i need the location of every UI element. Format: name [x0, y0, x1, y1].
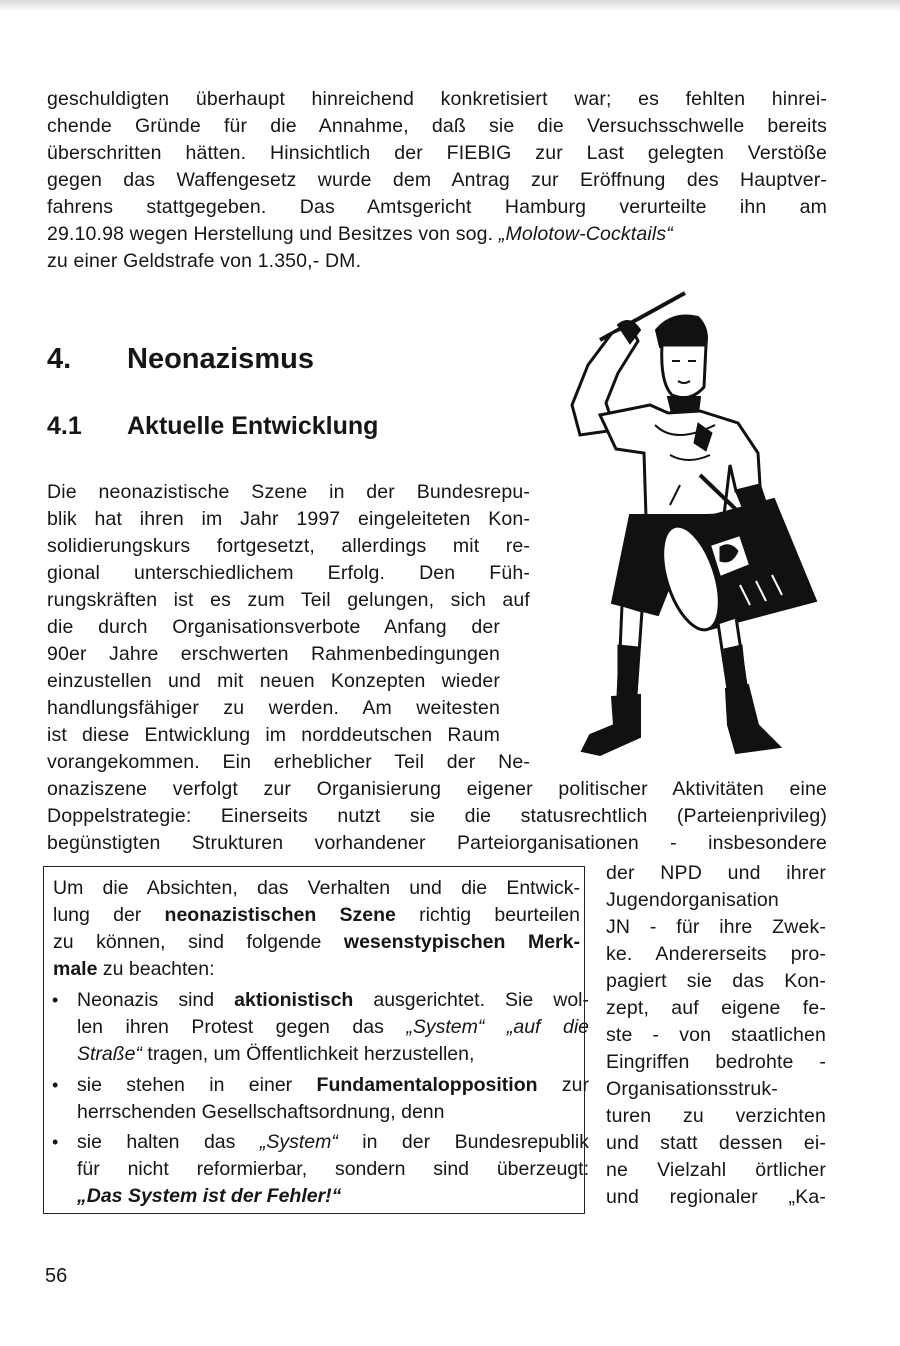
bullet-item — [52, 1072, 590, 1132]
drummer-figure-icon — [560, 285, 830, 775]
text-fragment: in der Bundesrepublik — [337, 1131, 589, 1153]
text-line: überschritten hätten. Hinsichtlich der FIEBIG zur Last gelegten Verstöße — [47, 142, 827, 164]
box-line — [53, 956, 580, 983]
text-fragment: richtig beurteilen — [395, 904, 581, 926]
bullet-item — [52, 1129, 589, 1214]
bullet-line — [77, 1072, 589, 1099]
bullet-icon: • — [52, 990, 59, 1010]
text-line: vorangekommen. Ein erheblicher Teil der Ne- — [47, 751, 530, 773]
text-line: Jugendorganisation — [606, 889, 779, 911]
text-line: handlungsfähiger zu werden. Am weitesten — [47, 697, 500, 719]
italic-term: „auf die — [506, 1016, 590, 1038]
bold-term: neonazistischen Szene — [164, 904, 396, 926]
text-line: ne Vielzahl örtlicher — [606, 1159, 826, 1181]
text-line: pagiert sie das Kon- — [606, 970, 826, 992]
text-fragment: zu beachten: — [97, 958, 215, 980]
text-line: ist diese Entwicklung im norddeutschen Raum — [47, 724, 500, 746]
bold-term: Fundamentalopposition — [316, 1074, 538, 1096]
box-line — [53, 902, 580, 929]
section-heading — [47, 343, 314, 376]
text-fragment: sie halten das — [77, 1131, 260, 1153]
text-line: gegen das Waffengesetz wurde dem Antrag zur Eröffnung des Hauptver- — [47, 169, 827, 191]
text-line: 90er Jahre erschwerten Rahmenbedingungen — [47, 643, 500, 665]
bullet-line: „Das System ist der Fehler!“ — [77, 1185, 342, 1207]
box-line — [53, 929, 580, 956]
drummer-figure-svg — [560, 285, 830, 775]
text-line: turen zu verzichten — [606, 1105, 826, 1127]
text-line: Eingriffen bedrohte - — [606, 1051, 826, 1073]
text-line: und statt dessen ei- — [606, 1132, 826, 1154]
text-line: ke. Andererseits pro- — [606, 943, 826, 965]
italic-term: „System“ — [259, 1131, 338, 1153]
text-line: geschuldigten überhaupt hinreichend konkretisiert war; es fehlten hinrei- — [47, 88, 827, 110]
bullet-line — [77, 1129, 589, 1156]
text-line: der NPD und ihrer — [606, 862, 826, 884]
text-line: rungskräften ist es zum Teil gelungen, sich auf — [47, 589, 530, 611]
text-line: zept, auf eigene fe- — [606, 997, 826, 1019]
text-fragment: len ihren Protest gegen das — [77, 1016, 407, 1038]
text-line — [47, 221, 827, 248]
text-line: begünstigten Strukturen vorhandener Parteiorganisationen - insbesondere — [47, 832, 827, 854]
text-line: solidierungskurs fortgesetzt, allerdings mit re- — [47, 535, 530, 557]
text-fragment: lung der — [53, 904, 165, 926]
bold-term: male — [53, 958, 98, 980]
text-line: JN - für ihre Zwek- — [606, 916, 826, 938]
italic-term: Straße“ — [77, 1043, 143, 1065]
text-fragment: ausgerichtet. Sie wol- — [353, 989, 589, 1011]
text-line: einzustellen und mit neuen Konzepten wieder — [47, 670, 500, 692]
text-line: fahrens stattgegeben. Das Amtsgericht Hamburg verurteilte ihn am — [47, 196, 827, 218]
text-line: Organisationsstruk- — [606, 1078, 778, 1100]
text-line: onaziszene verfolgt zur Organisierung eigener politischer Aktivitäten eine — [47, 778, 827, 800]
text-fragment: sie stehen in einer — [77, 1074, 317, 1096]
bullet-line: herrschenden Gesellschaftsordnung, denn — [77, 1101, 445, 1123]
bullet-icon: • — [52, 1132, 59, 1152]
italic-term: „System“ — [406, 1016, 485, 1038]
box-line: Um die Absichten, das Verhalten und die Entwick- — [53, 877, 580, 899]
bullet-line: für nicht reformierbar, sondern sind überzeugt: — [77, 1158, 589, 1180]
scan-top-edge — [0, 0, 900, 12]
text-fragment: zu können, sind folgende — [53, 931, 344, 953]
text-line: und regionaler „Ka- — [606, 1186, 826, 1208]
text-line: zu einer Geldstrafe von 1.350,- DM. — [47, 250, 362, 272]
subsection-title: Aktuelle Entwicklung — [127, 412, 379, 440]
text-line: blik hat ihren im Jahr 1997 eingeleiteten Kon- — [47, 508, 530, 530]
text-line: gional unterschiedlichem Erfolg. Den Füh- — [47, 562, 530, 584]
text-fragment: 29.10.98 wegen Herstellung und Besitzes von sog. — [47, 223, 494, 245]
text-fragment: zur — [537, 1074, 590, 1096]
section-number: 4. — [47, 343, 72, 375]
bullet-line — [77, 1041, 589, 1068]
text-line: chende Gründe für die Annahme, daß sie die Versuchsschwelle bereits — [47, 115, 827, 137]
bold-term: wesenstypischen Merk- — [343, 931, 580, 953]
text-line: Die neonazistische Szene in der Bundesrepu- — [47, 481, 530, 503]
bold-term: aktionistisch — [234, 989, 354, 1011]
info-box — [43, 866, 590, 1214]
bullet-icon: • — [52, 1075, 59, 1095]
bullet-line — [77, 987, 589, 1014]
italic-term: „Molotow-Cocktails“ — [498, 223, 673, 245]
subsection-number: 4.1 — [47, 412, 82, 440]
bullet-item — [52, 987, 590, 1077]
text-fragment: Neonazis sind — [77, 989, 235, 1011]
section-title: Neonazismus — [127, 343, 314, 375]
bullet-line — [77, 1014, 589, 1041]
page-number: 56 — [45, 1265, 68, 1287]
subsection-heading — [47, 412, 378, 441]
text-line: ste - von staatlichen — [606, 1024, 826, 1046]
text-line: Doppelstrategie: Einerseits nutzt sie die statusrechtlich (Parteienprivileg) — [47, 805, 827, 827]
text-fragment: tragen, um Öffentlichkeit herzustellen, — [142, 1043, 475, 1065]
text-line: die durch Organisationsverbote Anfang der — [47, 616, 500, 638]
